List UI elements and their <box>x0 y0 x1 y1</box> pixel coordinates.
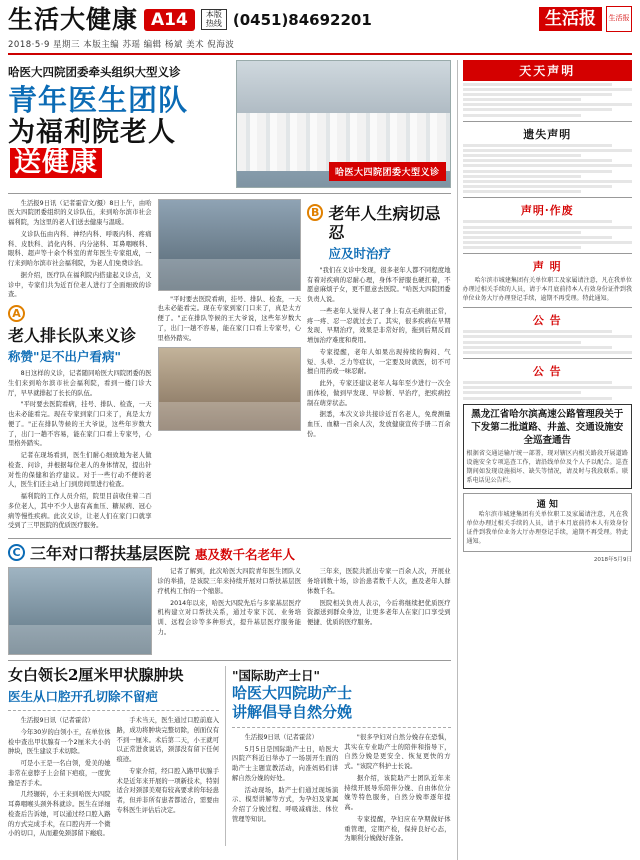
hotline-label: 本版热线 <box>201 9 227 30</box>
bottom-mid-paragraph: "很多孕妇对自然分娩存在恐惧，其实在专业助产士的陪伴和指导下，自然分娩是更安全、恢复更快的方式。"该院产科护士长说。 <box>344 733 451 771</box>
text-line <box>463 335 632 338</box>
bottom-stories <box>8 666 451 846</box>
section-marker-b: B <box>307 204 323 221</box>
bottom-left-paragraph: 专家介绍，经口腔入路甲状腺手术是近年来开展的一项新技术，特别适合对颈部美观有较高要求的年轻患者，但并非所有患者都适合，需要由专科医生评估后决定。 <box>116 767 219 814</box>
photo-consultation <box>158 199 302 291</box>
bottom-mid-body-2 <box>344 733 450 846</box>
photo-overlay <box>9 625 151 654</box>
text-line <box>463 180 632 183</box>
lead-block <box>8 60 451 188</box>
section-a-paragraph: 8日这样的义诊，记者随同哈医大四院团委的医生们来到哈尔滨市社会福利院，看到一楼门诊大厅，早早就排起了长长的队伍。 <box>8 370 152 397</box>
section-c-body-1 <box>158 567 302 637</box>
intro-paragraph: 据介绍，医疗队在福利院内搭建起义诊点，义诊中，专家们共为近百位老人进行了全面细致的诊查。 <box>8 271 152 299</box>
section-a-paragraph: 记者在现场看到，医生们耐心细致地为老人做检查、问诊，并根据每位老人的身体情况，提出针对性的保健和治疗建议。对于一些行动不便的老人，医生们还主动上门到房间里进行检查。 <box>8 452 152 489</box>
section-a-paragraph: "平时要去医院看病，挂号、排队、检查，一天也未必能看完。现在专家到家门口来了，真是太方便了。"正在排队等候的王大爷说，这些年岁数大了，出门一趟不容易，能在家门口看上专家号，心里格外踏实。 <box>157 295 302 342</box>
masthead-date-line: 2018·5·9 星期三 本版主编 苏瑶 编辑 杨斌 美术 倪海波 <box>8 39 235 50</box>
divider <box>463 358 632 359</box>
masthead-title-row <box>8 6 372 34</box>
section-a-subtitle: 称赞"足不出户看病" <box>8 349 122 365</box>
page-content <box>8 60 632 860</box>
bottom-left-body-1 <box>8 716 111 841</box>
photo-overlay <box>159 259 301 290</box>
lead-headline-highlight: 送健康 <box>10 148 102 178</box>
photo-outreach <box>8 567 152 655</box>
section-b-subtitle: 应及时治疗 <box>328 245 391 261</box>
upper-text-block <box>8 199 451 534</box>
section-b-paragraph: 一些老年人觉得人老了身上有点毛病很正常，疼一疼、忍一忍就过去了。其实，很多疾病在早期发现、早期治疗，效果是非常好的，拖到后期反而增加治疗难度和费用。 <box>307 307 451 345</box>
classified-lines-3 <box>463 330 632 354</box>
page-number-badge: A14 <box>144 9 195 31</box>
classifieds-header: 天天声明 <box>463 60 632 81</box>
paper-logo: 生活报 <box>539 7 602 32</box>
classified-heading-0: 遗失声明 <box>523 127 572 141</box>
divider <box>8 193 451 194</box>
text-line <box>463 241 632 244</box>
notice-box[interactable] <box>463 493 632 552</box>
paper-seal-icon: 生活报 <box>606 6 632 32</box>
text-line <box>463 386 632 389</box>
text-line <box>463 346 612 349</box>
bottom-story-mid <box>232 666 451 846</box>
masthead-right <box>539 6 632 32</box>
section-c-body-2 <box>307 567 451 628</box>
divider <box>8 538 451 539</box>
classified-ad-text: 根据省交通运输厅统一部署，现对辖区内相关路段开展道路设施安全专项巡查工作，请沿线单位及个人予以配合。巡查期间如发现设施损坏、缺失等情况，请及时与我段联系。联系电话见公告栏。 <box>466 450 628 485</box>
column-c-text-2 <box>307 567 451 655</box>
section-a-paragraph: "平时要去医院看病，挂号、排队、检查，一天也未必能看完。现在专家到家门口来了，真是太方便了。"正在排队等候的王大爷说，这些年岁数大了，出门一趟不容易，能在家门口看上专家号，心里格外踏实。 <box>8 401 152 448</box>
column-intro <box>8 199 152 534</box>
bottom-mid-title-3: 讲解倡导自然分娩 <box>232 703 353 722</box>
section-c-block <box>8 567 451 655</box>
main-editorial-column <box>8 60 451 860</box>
classified-heading-1: 声明·作废 <box>520 204 574 218</box>
bottom-left-paragraph: 几经辗转，小王来到哈医大四院耳鼻咽喉头颈外科就诊。医生在详细检查后告诉她，可以通过经口腔入路的方式完成手术，在口腔内开一个微小的切口，从而避免颈部留下瘢痕。 <box>8 791 111 838</box>
hotline-phone: (0451)84692201 <box>232 10 372 29</box>
photo-overlay <box>159 402 301 430</box>
text-line <box>463 246 582 249</box>
divider <box>232 727 451 728</box>
classified-heading-2: 声 明 <box>532 260 562 274</box>
section-a-paragraph: 福利院的工作人员介绍，院里目前收住着二百多位老人，其中不少人患有高血压、糖尿病、冠心病等慢性疾病。此次义诊，让老人们在家门口就享受到了三甲医院的优质医疗服务。 <box>8 493 152 530</box>
classified-lines-1 <box>463 144 632 194</box>
section-marker-c: C <box>8 544 25 561</box>
column-photo-a-caption-text <box>158 295 302 344</box>
text-line <box>463 98 582 101</box>
bottom-mid-paragraph: 据介绍，该院助产士团队近年来持续开展导乐陪伴分娩、自由体位分娩等特色服务，自然分娩率逐年提高。 <box>344 774 451 812</box>
text-line <box>463 170 612 173</box>
bottom-mid-byline: 生活报9日讯（记者霍营） <box>244 733 318 741</box>
lead-headline-line1: 青年医生团队 <box>8 82 189 117</box>
masthead <box>8 6 632 55</box>
bottom-left-body-2 <box>117 716 220 841</box>
text-line <box>463 226 632 229</box>
text-line <box>463 103 632 106</box>
column-c-text-1 <box>158 567 302 655</box>
divider <box>463 307 632 308</box>
section-c-paragraph: 三年来，医院共派出专家一百余人次，开展业务培训数十场，诊治患者数千人次，惠及老年人群体数千名。 <box>307 568 451 595</box>
text-line <box>463 185 612 188</box>
masthead-title: 生活大健康 <box>8 5 139 34</box>
section-c-title: 三年对口帮扶基层医院 <box>30 544 191 564</box>
section-c-paragraph: 医院相关负责人表示，今后将继续把优质医疗资源送到群众身边，让更多老年人在家门口享受到便捷、优质的医疗服务。 <box>307 599 451 627</box>
divider <box>463 121 632 122</box>
bottom-left-title-2: 医生从口腔开孔切除不留疤 <box>8 689 159 705</box>
text-line <box>463 144 612 147</box>
bottom-mid-columns <box>232 733 451 846</box>
column-photo-a <box>158 199 302 534</box>
text-line <box>463 381 612 384</box>
bottom-left-paragraph: 今年30岁的白领小王，在单位体检中查出甲状腺有一个2厘米大小的肿块，医生建议手术切除。 <box>8 728 111 756</box>
classified-lines-2 <box>463 220 632 249</box>
text-line <box>463 93 612 96</box>
text-line <box>463 149 632 152</box>
divider <box>8 710 219 711</box>
text-line <box>463 108 612 111</box>
section-c-paragraph: 2014年以来，哈医大四院先后与多家基层医疗机构建立对口帮扶关系，通过专家下沉、业务培训、远程会诊等多种形式，提升基层医疗服务能力。 <box>157 599 302 636</box>
bottom-left-byline: 生活报9日讯（记者霍营） <box>20 717 94 725</box>
classifieds-column <box>457 60 632 860</box>
text-line <box>463 83 612 86</box>
section-b-paragraph: 专家提醒，老年人如果出现持续的胸闷、气短、头晕、乏力等症状，一定要及时就医，切不可擅自用药或一味忍耐。 <box>307 348 451 376</box>
classifieds-footer-date: 2018年5月9日 <box>593 557 632 564</box>
divider <box>463 253 632 254</box>
notice-box-title: 通 知 <box>536 500 558 511</box>
classified-lines-4 <box>463 381 632 400</box>
text-line <box>463 159 612 162</box>
section-c-paragraph: 记者了解到，此次哈医大四院青年医生团队义诊的举措，是该院三年来持续开展对口帮扶基层医疗机构工作的一个缩影。 <box>157 568 302 595</box>
text-line <box>463 397 612 400</box>
bottom-mid-paragraph: 5月5日是国际助产士日，哈医大四院产科近日举办了一场别开生面的助产士主题宣教活动，向准妈妈们讲解自然分娩的好处。 <box>232 745 339 782</box>
bottom-left-paragraph: 可是小王是一名白领，爱美的她非常在意脖子上会留下疤痕，一度犹豫是否手术。 <box>8 760 111 787</box>
lead-headline-line2-plain: 为福利院老人 <box>8 116 176 148</box>
bottom-left-paragraph: 手术当天，医生通过口腔前庭入路，成功将肿块完整切除，创面仅有不到一厘米。术后第二天，小王就可以正常进食说话，颈部没有留下任何痕迹。 <box>116 717 219 764</box>
classified-lines-0 <box>463 83 632 117</box>
classified-heading-3: 公 告 <box>532 314 562 328</box>
bottom-mid-paragraph: 活动现场，助产士们通过现场演示、模型讲解等方式，为孕妇及家属介绍了分娩过程、呼吸减痛法、体位管理等知识。 <box>232 786 339 823</box>
classified-ad-box[interactable] <box>463 404 632 490</box>
bottom-mid-title-1: "国际助产士日" <box>232 668 321 684</box>
lead-photo-banner-text: 哈医大四院团委大型义诊 <box>329 162 446 181</box>
photo-clinic-desk <box>158 347 302 431</box>
text-line <box>463 175 582 178</box>
text-line <box>463 220 612 223</box>
text-line <box>463 391 582 394</box>
text-line <box>463 236 612 239</box>
section-b-paragraph: 此外，专家还建议老年人每年至少进行一次全面体检，做到早发现、早诊断、早治疗，把疾病控制在萌芽状态。 <box>307 380 451 407</box>
section-b-body <box>307 266 451 440</box>
classified-ad-title: 黑龙江省哈尔滨高速公路管理段关于下发第二批道路、井盖、交通设施安全巡查通告 <box>471 408 624 447</box>
divider <box>8 660 451 661</box>
bottom-mid-paragraph: 专家提醒，孕妇应在孕期做好体重管理，定期产检，保持良好心态，为顺利分娩做好准备。 <box>344 815 451 843</box>
section-c-subtitle: 惠及数千名老年人 <box>195 547 296 563</box>
section-a-title: 老人排长队来义诊 <box>8 326 137 345</box>
lead-photo <box>236 60 451 188</box>
classified-heading-4: 公 告 <box>532 365 562 378</box>
section-c-header <box>8 544 451 563</box>
masthead-left <box>8 6 372 50</box>
section-a-header <box>8 305 152 322</box>
text-line <box>463 88 632 91</box>
intro-paragraph: 义诊队伍由内科、神经内科、呼吸内科、疼痛科、皮肤科、消化内科、内分泌科、耳鼻咽喉科、眼科、超声等十余个科室的青年医生专家组成，一行来到哈尔滨市社会福利院，为老人们免费诊治。 <box>8 230 152 267</box>
column-section-b <box>307 199 451 534</box>
text-line <box>463 231 582 234</box>
bottom-left-columns <box>8 716 219 841</box>
column-photo-c <box>8 567 152 655</box>
bottom-left-title-1: 女白领长2厘米甲状腺肿块 <box>8 666 184 685</box>
classified-note-2 <box>463 276 632 303</box>
text-line <box>463 351 632 354</box>
notice-box-body <box>467 510 628 546</box>
lead-kicker: 哈医大四院团委牵头组织大型义诊 <box>8 64 181 79</box>
section-marker-a: A <box>8 305 25 322</box>
text-line <box>463 164 632 167</box>
intro-text <box>8 199 152 301</box>
text-line <box>463 154 582 157</box>
divider <box>463 197 632 198</box>
lead-headline-line2 <box>8 118 230 178</box>
intro-paragraph: 生活报9日讯（记者霍营文/摄）8日上午，由哈医大四院团委组织的义诊队伍，来到哈尔滨市社会福利院，为这里的老人们送去健康与温暖。 <box>8 199 152 226</box>
classified-note-text: 哈尔滨市城建集团有关单位职工及家属请注意，凡在我单位办理过相关手续的人员，请于本月底前持本人有效身份证件到我单位业务大厅办理登记手续，逾期不再受理。特此通知。 <box>462 277 632 303</box>
section-a-body <box>8 369 152 531</box>
section-b-title: 老年人生病切忌忍 <box>328 203 441 242</box>
notice-box-text: 哈尔滨市城建集团有关单位职工及家属请注意，凡在我单位办理过相关手续的人员，请于本月底前持本人有效身份证件到我单位业务大厅办理登记手续，逾期不再受理。特此通知。 <box>466 511 628 546</box>
section-b-paragraph: "我们在义诊中发现，很多老年人都不同程度地有着对疾病的忍耐心理，身体不舒服也硬扛着，不愿意麻烦子女，更不愿意去医院。"哈医大四院团委负责人说。 <box>307 266 451 304</box>
text-line <box>463 190 582 193</box>
section-b-paragraph: 据悉，本次义诊共接诊近百名老人，免费测量血压、血糖一百余人次，发放健康宣传手册二百余份。 <box>307 411 451 438</box>
section-b-header <box>307 204 451 262</box>
text-line <box>463 114 582 117</box>
bottom-mid-title-2: 哈医大四院助产士 <box>232 684 353 703</box>
text-line <box>463 341 582 344</box>
lead-headline-group <box>8 60 230 188</box>
bottom-mid-body-1 <box>232 733 338 846</box>
text-line <box>463 330 612 333</box>
bottom-story-left <box>8 666 226 846</box>
